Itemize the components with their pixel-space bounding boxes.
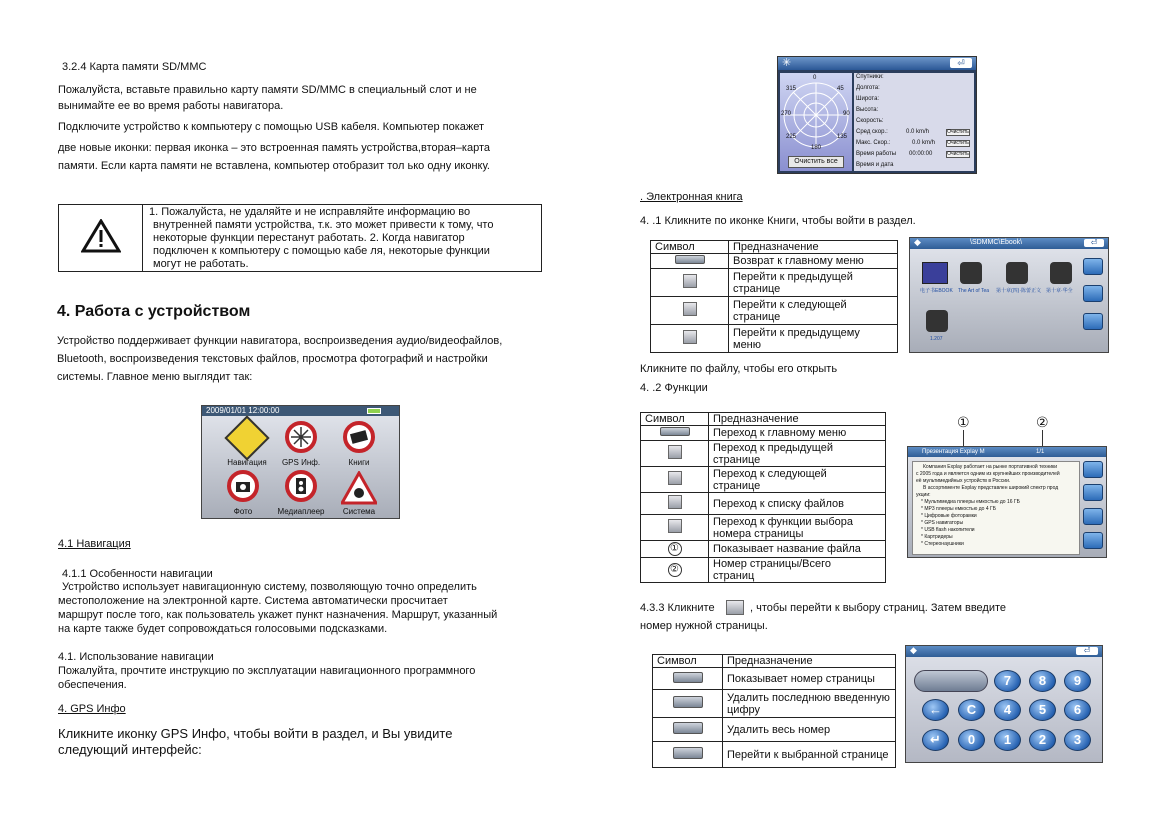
book-file-icon[interactable] — [960, 262, 982, 284]
intro-text: Bluetooth, воспроизведения текстовых файлов, просмотра фотографий и настройки — [57, 353, 488, 365]
next-page-icon — [683, 302, 697, 316]
page-select-icon — [668, 519, 682, 533]
menu-label: Книги — [348, 458, 370, 467]
compass-label: 90 — [843, 111, 850, 117]
warning-icon — [81, 219, 121, 253]
table-header: Символ — [653, 655, 723, 668]
reader-line: В ассортименте Explay представлен широкий спектр прод — [923, 485, 1059, 491]
table-header: Предназначение — [709, 413, 886, 426]
backspace-icon — [673, 696, 703, 708]
warning-line: внутренней памяти устройства, т.к. это может привести к тому, что — [153, 219, 494, 231]
table-row — [641, 467, 886, 493]
table-cell: Переход к предыдущей странице — [709, 441, 886, 467]
table-row — [641, 541, 886, 558]
nav-heading: 4.1 Навигация — [58, 538, 131, 550]
table-row — [641, 426, 886, 441]
nav-use-title: 4.1. Использование навигации — [58, 651, 214, 663]
file-label: 电子书EBOOK — [920, 288, 953, 294]
key-enter[interactable]: ↵ — [922, 729, 949, 751]
callout-two: ② — [1036, 414, 1049, 430]
clear-time-button[interactable]: Очистить — [947, 151, 969, 157]
gps-field-label: Сред скор.: — [856, 129, 888, 135]
prev-menu-icon — [683, 330, 697, 344]
page-number-icon — [673, 672, 703, 683]
page-select-text: , чтобы перейти к выбору страниц. Затем введите — [750, 602, 1007, 614]
table-cell: Удалить весь номер — [723, 718, 896, 742]
book-file-icon[interactable] — [1006, 262, 1028, 284]
warning-line: подключен к компьютеру с помощью кабе ля, некоторые функции — [153, 245, 490, 257]
key-6[interactable]: 6 — [1064, 699, 1091, 721]
keypad-screenshot — [905, 645, 1103, 763]
nav-use-text: Пожалуйта, прочтите инструкцию по эксплуатации навигационного программного — [58, 665, 476, 677]
intro-text: системы. Главное меню выглядит так: — [57, 371, 253, 383]
system-icon[interactable] — [341, 471, 377, 505]
nav-features-text: маршрут после того, как пользователь укажет пункт назначения. Маршрут, указанный — [58, 609, 498, 621]
ebook-path: \SDMMC\Ebook\ — [970, 239, 1023, 246]
compass-label: 180 — [811, 145, 822, 151]
return-icon — [675, 255, 705, 264]
back-icon[interactable]: ⏎ — [950, 58, 972, 68]
table-cell: Переход к функции выбора номера страницы — [709, 515, 886, 541]
gps-info-screenshot — [777, 56, 977, 174]
table-header: Предназначение — [729, 241, 898, 254]
file-label: 第十章(四)·陈蕾正文 — [996, 288, 1041, 294]
gps-field-label: Высота: — [856, 107, 879, 113]
gps-info-icon[interactable] — [285, 421, 317, 453]
next-page-button[interactable] — [1083, 285, 1103, 302]
page-select-text: номер нужной страницы. — [640, 620, 768, 632]
table-cell: Перейти к следующей странице — [729, 297, 898, 325]
table-row — [651, 269, 898, 297]
gps-field-label: Время и дата — [856, 162, 894, 168]
marker-one: ① — [668, 542, 682, 556]
table-cell: Номер страницы/Всего страниц — [709, 558, 886, 583]
table-header: Символ — [651, 241, 729, 254]
clear-icon — [673, 722, 703, 734]
functions-symbol-table — [640, 412, 886, 583]
sd-heading: 3.2.4 Карта памяти SD/MMC — [62, 61, 207, 73]
book-file-icon[interactable] — [926, 310, 948, 332]
ebook-intro: 4. .1 Кликните по иконке Книги, чтобы войти в раздел. — [640, 215, 916, 227]
table-cell: Переход к главному меню — [709, 426, 886, 441]
compass-panel — [780, 73, 852, 171]
prev-page-icon — [668, 445, 682, 459]
page-select-text: 4.3.3 Кликните — [640, 602, 715, 614]
prev-page-icon — [683, 274, 697, 288]
warning-box — [58, 204, 542, 272]
reader-page-number: 1/1 — [1036, 449, 1045, 455]
nav-features-text: на карте также будет сопровождаться голосовыми подсказками. — [58, 623, 388, 635]
book-file-icon[interactable] — [1050, 262, 1072, 284]
table-row — [653, 668, 896, 690]
next-page-icon — [668, 471, 682, 485]
section-title: 4. Работа с устройством — [57, 303, 251, 320]
gps-field-label: Скорость: — [856, 118, 884, 124]
file-label: 第十章·华全 — [1046, 288, 1073, 294]
enter-icon — [673, 747, 703, 759]
book-icon: ◆ — [914, 237, 921, 247]
clear-all-button[interactable]: Очистить все — [788, 156, 844, 168]
table-cell: Переход к следующей странице — [709, 467, 886, 493]
menu-label: Навигация — [227, 458, 267, 467]
warning-line: некоторые функции перестанут работать. 2. Когда навигатор — [153, 232, 465, 244]
file-list-button[interactable] — [1083, 508, 1103, 525]
compass-label: 270 — [781, 111, 792, 117]
callout-one: ① — [957, 414, 970, 430]
gps-heading: 4. GPS Инфо — [58, 703, 126, 715]
media-player-icon[interactable] — [285, 470, 317, 502]
ebook-title-bar — [910, 238, 1108, 249]
key-5[interactable]: 5 — [1029, 699, 1056, 721]
menu-label: Медиаплеер — [277, 507, 325, 516]
nav-features-text: местоположение на электронной карте. Система автоматически просчитает — [58, 595, 448, 607]
key-2[interactable]: 2 — [1029, 729, 1056, 751]
status-bar — [202, 406, 399, 416]
sd-paragraph: памяти. Если карта памяти не вставлена, компьютер отобразит тол ько одну иконку. — [58, 160, 490, 172]
prev-page-button[interactable] — [1083, 461, 1103, 478]
reader-line: её мультимедийных устройств в России. — [916, 478, 1011, 484]
work-time-value: 00:00:00 — [909, 151, 933, 157]
ebook-heading: . Электронная книга — [640, 191, 743, 203]
compass-label: 45 — [837, 86, 844, 92]
table-cell: Переход к списку файлов — [709, 493, 886, 515]
compass-label: 0 — [813, 75, 817, 81]
key-8[interactable]: 8 — [1029, 670, 1056, 692]
gps-title-bar — [778, 57, 976, 70]
table-cell: Перейти к предыдущему меню — [729, 325, 898, 353]
gps-field-label: Макс. Скор.: — [856, 140, 891, 146]
reader-title-bar — [908, 447, 1106, 457]
page-select-icon — [726, 600, 744, 615]
key-backspace[interactable]: ← — [922, 699, 949, 721]
back-icon[interactable]: ⏎ — [1084, 239, 1104, 247]
key-9[interactable]: 9 — [1064, 670, 1091, 692]
gps-field-label: Широта: — [856, 96, 880, 102]
ebook-symbol-table — [650, 240, 898, 353]
table-row — [641, 515, 886, 541]
gps-field-label: Спутники: — [856, 74, 884, 80]
nav-features-text: Устройство использует навигационную систему, позволяющую точно определить — [62, 581, 477, 593]
warning-line: 1. Пожалуйста, не удаляйте и не исправляйте информацию во — [149, 206, 471, 218]
file-label: The Art of Tea — [958, 288, 990, 294]
reader-line: * MP3 плееры емкостью до 4 ГБ — [921, 506, 996, 512]
table-cell: Показывает название файла — [709, 541, 886, 558]
key-clear[interactable]: C — [958, 699, 985, 721]
prev-page-button[interactable] — [1083, 258, 1103, 275]
reader-text-area — [912, 461, 1080, 555]
nav-features-title: 4.1.1 Особенности навигации — [62, 568, 213, 580]
marker-two: ② — [668, 563, 682, 577]
reader-line: * USB flash накопители — [921, 527, 975, 533]
table-row — [651, 297, 898, 325]
next-page-button[interactable] — [1083, 484, 1103, 501]
sd-paragraph: две новые иконки: первая иконка – это встроенная память устройства,вторая–карта — [58, 142, 491, 154]
file-list-icon — [668, 495, 682, 509]
sd-paragraph: вынимайте ее во время работы навигатора. — [58, 100, 284, 112]
folder-icon[interactable] — [922, 262, 948, 284]
functions-heading: 4. .2 Функции — [640, 382, 708, 394]
reader-file-name: Презентация Explay M — [922, 449, 985, 455]
key-3[interactable]: 3 — [1064, 729, 1091, 751]
status-datetime: 2009/01/01 12:00:00 — [206, 406, 280, 415]
table-row — [653, 718, 896, 742]
table-cell: Показывает номер страницы — [723, 668, 896, 690]
table-row — [641, 441, 886, 467]
navigation-icon[interactable] — [224, 415, 269, 460]
ebook-screenshot — [909, 237, 1109, 353]
reader-line: * Картридеры — [921, 534, 953, 540]
click-file-text: Кликните по файлу, чтобы его открыть — [640, 363, 838, 375]
books-icon[interactable] — [343, 421, 375, 453]
reader-line: * Стереонаушники — [921, 541, 964, 547]
menu-label: Фото — [233, 507, 253, 516]
table-cell: Перейти к предыдущей странице — [729, 269, 898, 297]
compass-label: 225 — [786, 134, 797, 140]
table-row — [651, 325, 898, 353]
table-cell: Удалить последнюю введенную цифру — [723, 690, 896, 718]
reader-line: Компания Explay работает на рынке портативной техники — [923, 464, 1058, 470]
reader-line: * GPS навигаторы — [921, 520, 964, 526]
key-1[interactable]: 1 — [994, 729, 1021, 751]
table-header: Предназначение — [723, 655, 896, 668]
clear-avg-button[interactable]: Очистить — [947, 129, 969, 135]
gps-field-label: Долгота: — [856, 85, 880, 91]
table-cell: Возврат к главному меню — [729, 254, 898, 269]
satellite-icon: ✳ — [782, 57, 792, 69]
key-4[interactable]: 4 — [994, 699, 1021, 721]
compass-label: 315 — [786, 86, 797, 92]
table-row — [653, 690, 896, 718]
avg-speed-value: 0.0 km/h — [906, 129, 930, 135]
battery-icon — [367, 408, 381, 414]
gps-intro: Кликните иконку GPS Инфо, чтобы войти в раздел, и Вы увидите — [58, 726, 453, 741]
keypad-title-bar — [906, 646, 1102, 657]
table-cell: Перейти к выбранной странице — [723, 742, 896, 768]
clear-max-button[interactable]: Очистить — [947, 140, 969, 146]
reader-line: * Цифровые фоторамки — [921, 513, 977, 519]
gps-data-panel — [854, 73, 974, 171]
warning-icon-cell — [59, 205, 143, 271]
sd-paragraph: Подключите устройство к компьютеру с помощью USB кабеля. Компьютер покажет — [58, 121, 485, 133]
menu-label: GPS Инф. — [281, 458, 321, 467]
table-row — [641, 493, 886, 515]
prev-menu-button[interactable] — [1083, 313, 1103, 330]
sd-paragraph: Пожалуйста, вставьте правильно карту памяти SD/MMC в специальный слот и не — [58, 84, 477, 96]
file-label: 1.207 — [930, 336, 943, 342]
max-speed-value: 0.0 km/h — [912, 140, 936, 146]
table-row — [651, 254, 898, 269]
reader-line: с 2005 года и является одним из крупнейших производителей — [916, 471, 1060, 477]
keypad-symbol-table — [652, 654, 896, 768]
table-row — [641, 558, 886, 583]
return-icon — [660, 427, 690, 436]
table-header: Символ — [641, 413, 709, 426]
compass-label: 135 — [837, 134, 848, 140]
reader-line: укции: — [916, 492, 931, 498]
gps-field-label: Время работы — [856, 151, 897, 157]
gps-intro: следующий интерфейс: — [58, 742, 202, 757]
warning-line: могут не работать. — [153, 258, 249, 270]
back-icon[interactable]: ⏎ — [1076, 647, 1098, 655]
key-0[interactable]: 0 — [958, 729, 985, 751]
reader-screenshot — [907, 446, 1107, 558]
key-7[interactable]: 7 — [994, 670, 1021, 692]
reader-line: * Мультимедиа плееры емкостью до 16 ГБ — [921, 499, 1020, 505]
main-menu-screenshot — [201, 405, 400, 519]
menu-label: Система — [342, 507, 376, 516]
nav-use-text: обеспечения. — [58, 679, 127, 691]
page-select-button[interactable] — [1083, 532, 1103, 549]
book-icon: ◆ — [910, 645, 917, 655]
page-number-display — [914, 670, 988, 692]
photo-icon[interactable] — [227, 470, 259, 502]
intro-text: Устройство поддерживает функции навигатора, воспроизведения аудио/видеофайлов, — [57, 335, 503, 347]
table-row — [653, 742, 896, 768]
